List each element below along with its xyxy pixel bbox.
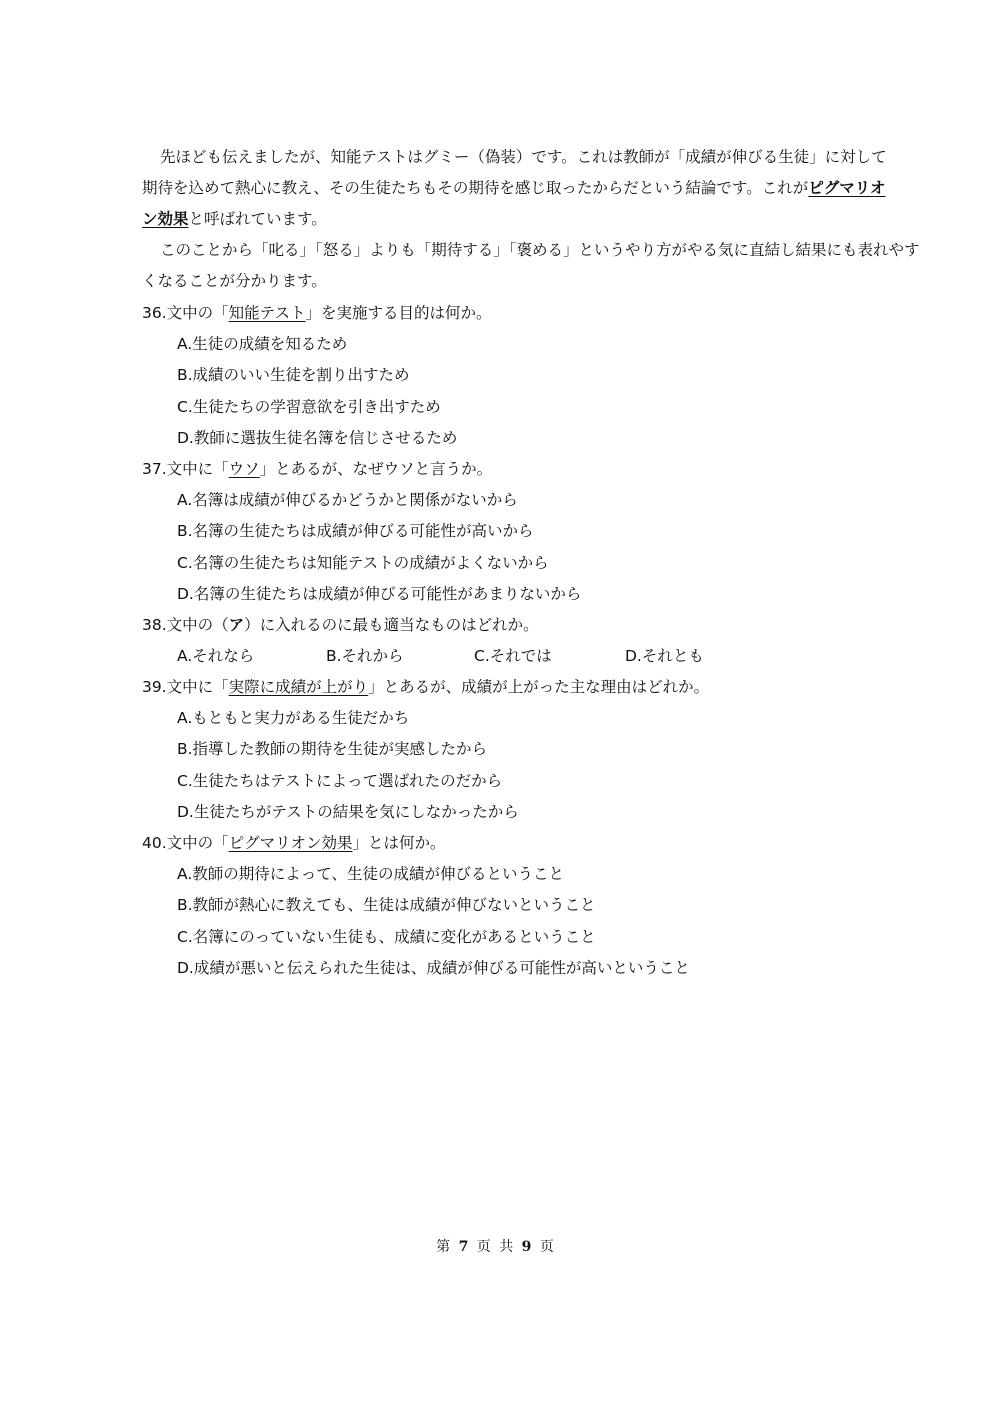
option-40-b: B.教師が熱心に教えても、生徒は成績が伸びないということ xyxy=(177,896,596,914)
page-footer: 第 7 页 共 9 页 xyxy=(436,1239,556,1255)
option-37-a: A.名簿は成績が伸びるかどうかと関係がないから xyxy=(177,491,518,509)
passage-line: このことから「叱る」「怒る」よりも「期待する」「褒める」というやり方がやる気に直結し結果にも表れやす xyxy=(160,241,920,259)
question-40: 40.文中の「ピグマリオン効果」とは何か。 xyxy=(142,834,446,852)
option-39-c: C.生徒たちはテストによって選ばれたのだから xyxy=(177,772,503,790)
option-39-b: B.指導した教師の期待を生徒が実感したから xyxy=(177,740,488,758)
page-number: 7 xyxy=(458,1239,471,1255)
option-36-d: D.教師に選抜生徒名簿を信じさせるため xyxy=(177,429,458,447)
option-40-c: C.名簿にのっていない生徒も、成績に変化があるということ xyxy=(177,928,596,946)
question-36: 36.文中の「知能テスト」を実施する目的は何か。 xyxy=(142,304,492,322)
page-total: 9 xyxy=(521,1239,534,1255)
question-term: ア xyxy=(228,616,245,634)
passage-line: ン効果と呼ばれています。 xyxy=(142,210,327,228)
option-39-a: A.もともと実力がある生徒だかち xyxy=(177,709,410,727)
option-36-b: B.成績のいい生徒を割り出すため xyxy=(177,366,410,384)
key-term: ン効果 xyxy=(142,210,189,228)
question-37: 37.文中に「ウソ」とあるが、なぜウソと言うか。 xyxy=(142,460,493,478)
option-38-d: D.それとも xyxy=(625,647,704,665)
question-38: 38.文中の（ア）に入れるのに最も適当なものはどれか。 xyxy=(142,616,539,634)
option-40-d: D.成績が悪いと伝えられた生徒は、成績が伸びる可能性が高いということ xyxy=(177,959,690,977)
option-40-a: A.教師の期待によって、生徒の成績が伸びるということ xyxy=(177,865,564,883)
passage-line: 期待を込めて熱心に教え、その生徒たちもその期待を感じ取ったからだという結論です。これがピグマリオ xyxy=(142,179,886,197)
key-term: ピグマリオ xyxy=(808,179,886,197)
option-37-d: D.名簿の生徒たちは成績が伸びる可能性があまりないから xyxy=(177,585,582,603)
question-term: ピグマリオン効果 xyxy=(228,834,353,852)
question-39: 39.文中に「実際に成績が上がり」とあるが、成績が上がった主な理由はどれか。 xyxy=(142,678,710,696)
option-36-a: A.生徒の成績を知るため xyxy=(177,335,348,353)
option-39-d: D.生徒たちがテストの結果を気にしなかったから xyxy=(177,803,519,821)
option-36-c: C.生徒たちの学習意欲を引き出すため xyxy=(177,398,441,416)
question-term: ウソ xyxy=(228,460,260,478)
option-38-c: C.それでは xyxy=(474,647,552,665)
option-37-b: B.名簿の生徒たちは成績が伸びる可能性が高いから xyxy=(177,522,534,540)
options-38-row xyxy=(0,645,992,667)
option-38-a: A.それなら xyxy=(177,647,255,665)
passage-line: 先ほども伝えましたが、知能テストはグミー（偽装）です。これは教師が「成績が伸びる生徒」に対して xyxy=(160,148,887,166)
option-37-c: C.名簿の生徒たちは知能テストの成績がよくないから xyxy=(177,554,549,572)
question-term: 実際に成績が上がり xyxy=(228,678,369,696)
option-38-b: B.それから xyxy=(326,647,404,665)
passage-line: くなることが分かります。 xyxy=(142,272,327,290)
question-term: 知能テスト xyxy=(228,304,306,322)
